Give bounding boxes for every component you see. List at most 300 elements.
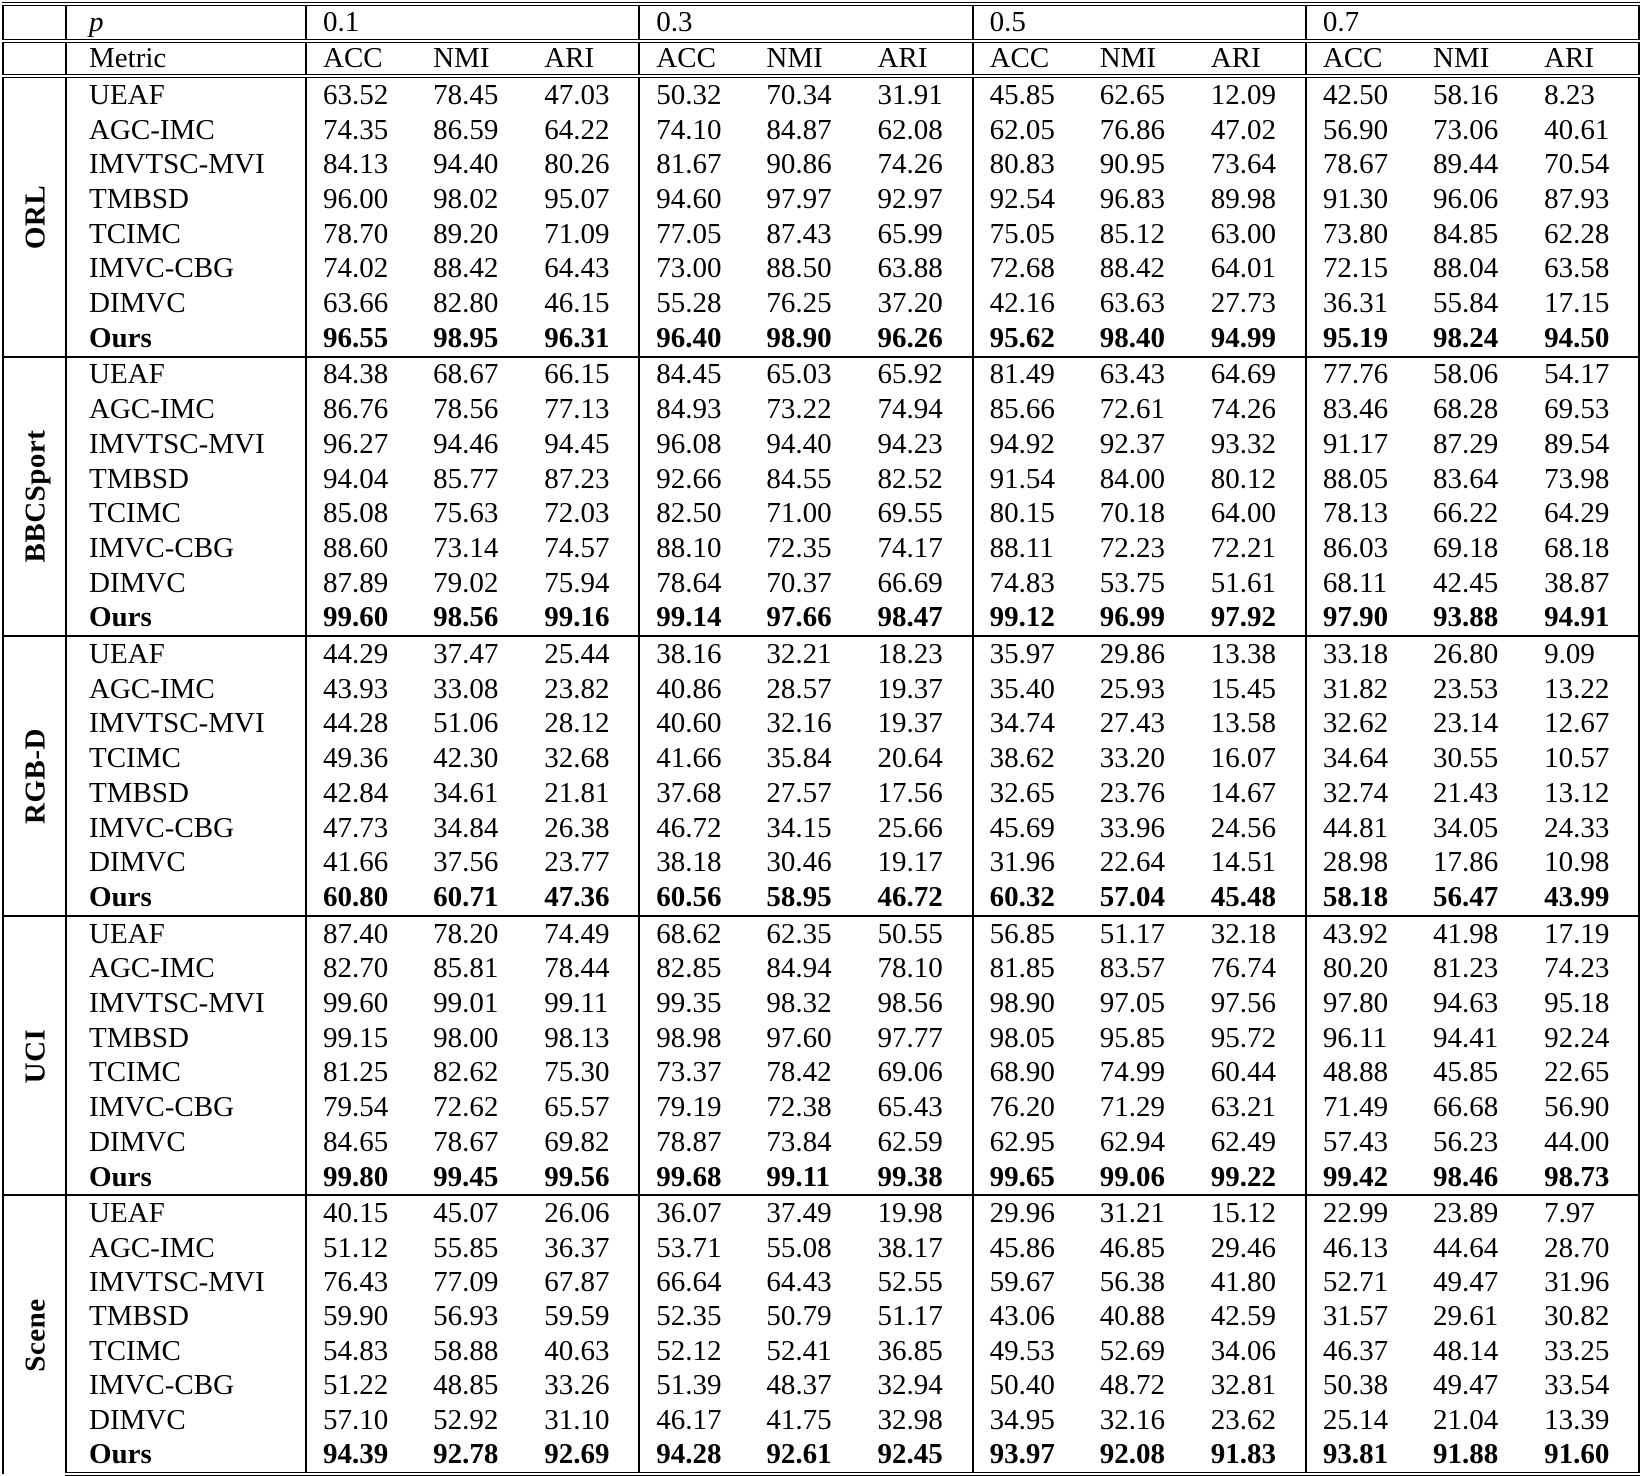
metric-value: 51.12 [306, 1231, 417, 1265]
metric-value: 32.18 [1195, 916, 1306, 952]
metric-value: 92.61 [750, 1437, 861, 1474]
table-row [3, 672, 1639, 707]
metric-value: 72.03 [544, 497, 610, 530]
metric-value: 45.48 [1210, 880, 1277, 913]
metric-value: 91.83 [1195, 1437, 1306, 1474]
metric-value: 94.99 [1210, 321, 1277, 354]
metric-value: 56.93 [433, 1300, 499, 1333]
table-row [3, 845, 1639, 880]
metric-value: 13.39 [1528, 1403, 1639, 1437]
metric-value: 92.45 [861, 1437, 972, 1474]
metric-value: 94.28 [639, 1437, 750, 1474]
metric-value: 22.99 [1306, 1195, 1417, 1230]
metric-value: 46.15 [544, 286, 610, 319]
metric-value: 44.28 [306, 707, 417, 742]
metric-value: 56.90 [1528, 1090, 1639, 1125]
metric-value: 64.01 [1210, 252, 1277, 285]
metric-value: 95.18 [1528, 986, 1639, 1021]
method-name: Ours [66, 321, 306, 357]
metric-value: 99.80 [306, 1160, 417, 1196]
metric-value: 52.69 [1099, 1334, 1165, 1367]
metric-value: 47.36 [544, 880, 610, 913]
metric-value: 47.03 [544, 78, 610, 111]
metric-value: 17.86 [1432, 846, 1499, 879]
metric-value: 66.68 [1432, 1091, 1499, 1124]
metric-value: 88.11 [973, 531, 1084, 566]
metric-value: 75.63 [433, 497, 499, 530]
metric-value: 62.05 [973, 113, 1084, 148]
method-name: IMVC-CBG [66, 1090, 306, 1125]
metric-value: 52.41 [766, 1334, 832, 1367]
table-row [3, 113, 1639, 148]
metric-value: 50.32 [639, 76, 750, 113]
table-row [3, 1125, 1639, 1160]
table-row [3, 1300, 1639, 1334]
table-row [3, 251, 1639, 286]
metric-value: 65.92 [861, 357, 972, 393]
header-corner-cell [3, 4, 66, 41]
metric-value: 22.64 [1099, 846, 1165, 879]
p-group-header: 0.7 [1306, 4, 1639, 41]
metric-value: 75.94 [544, 566, 610, 599]
metric-value: 72.38 [766, 1091, 832, 1124]
metric-value: 84.94 [766, 952, 832, 985]
metric-value: 84.55 [766, 462, 832, 495]
metric-value: 56.47 [1432, 880, 1499, 913]
metric-value: 74.26 [1210, 393, 1277, 426]
header-corner-cell [3, 41, 66, 76]
metric-value: 14.51 [1210, 846, 1277, 879]
metric-value: 97.92 [1210, 601, 1277, 634]
metric-value: 19.98 [861, 1195, 972, 1230]
metric-value: 13.58 [1210, 707, 1277, 740]
table-row [3, 217, 1639, 252]
metric-value: 96.83 [1099, 182, 1165, 215]
metric-value: 66.15 [528, 357, 639, 393]
table-row [3, 1021, 1639, 1056]
metric-value: 99.65 [973, 1160, 1084, 1196]
metric-value: 98.90 [973, 986, 1084, 1021]
metric-value: 99.01 [433, 987, 499, 1020]
metric-value: 23.82 [544, 672, 610, 705]
metric-value: 74.26 [877, 148, 943, 181]
metric-value: 84.65 [306, 1125, 417, 1160]
metric-value: 13.22 [1528, 672, 1639, 707]
metric-value: 72.68 [973, 251, 1084, 286]
metric-value: 74.02 [306, 251, 417, 286]
metric-label: Metric [66, 41, 306, 76]
metric-value: 32.65 [973, 776, 1084, 811]
metric-value: 42.30 [433, 742, 499, 775]
metric-value: 64.29 [1528, 496, 1639, 531]
metric-value: 88.60 [306, 531, 417, 566]
metric-value: 34.74 [973, 707, 1084, 742]
metric-value: 83.46 [1306, 392, 1417, 427]
metric-value: 30.82 [1528, 1300, 1639, 1334]
metric-value: 65.03 [750, 357, 861, 393]
metric-value: 74.94 [877, 393, 943, 426]
metric-value: 94.91 [1528, 600, 1639, 636]
header-row-p [3, 4, 1639, 41]
metric-value: 58.88 [433, 1334, 499, 1367]
metric-value: 92.78 [417, 1437, 528, 1474]
metric-value: 89.20 [433, 217, 499, 250]
metric-value: 94.46 [433, 427, 499, 460]
metric-value: 59.67 [973, 1265, 1084, 1299]
metric-value: 56.23 [1432, 1125, 1499, 1158]
metric-value: 73.80 [1306, 217, 1417, 252]
metric-value: 98.05 [973, 1021, 1084, 1056]
metric-value: 80.26 [544, 148, 610, 181]
metric-value: 25.93 [1099, 672, 1165, 705]
metric-value: 36.07 [639, 1195, 750, 1230]
table-row [3, 600, 1639, 636]
metric-value: 73.06 [1432, 113, 1499, 146]
metric-value: 95.62 [973, 321, 1084, 357]
metric-value: 48.72 [1099, 1369, 1165, 1402]
table-row [3, 952, 1639, 987]
metric-value: 51.06 [433, 707, 499, 740]
metric-value: 79.54 [306, 1090, 417, 1125]
metric-value: 80.12 [1210, 462, 1277, 495]
metric-value: 65.99 [877, 217, 943, 250]
metric-value: 26.06 [528, 1195, 639, 1230]
metric-value: 83.64 [1432, 462, 1499, 495]
metric-value: 62.95 [973, 1125, 1084, 1160]
metric-value: 74.83 [973, 566, 1084, 601]
metric-value: 62.08 [877, 113, 943, 146]
table-row [3, 1090, 1639, 1125]
metric-value: 81.67 [639, 147, 750, 182]
metric-value: 9.09 [1528, 636, 1639, 672]
metric-value: 44.64 [1432, 1231, 1499, 1264]
metric-value: 98.95 [433, 321, 499, 354]
metric-value: 88.42 [433, 252, 499, 285]
metric-value: 88.10 [639, 531, 750, 566]
metric-value: 69.82 [544, 1125, 610, 1158]
metric-value: 75.30 [544, 1056, 610, 1089]
table-row [3, 182, 1639, 217]
results-table [2, 2, 1640, 1476]
metric-value: 53.71 [639, 1231, 750, 1265]
metric-value: 40.60 [639, 707, 750, 742]
metric-value: 97.60 [766, 1021, 832, 1054]
table-row [3, 462, 1639, 497]
dataset-cell [3, 916, 66, 1196]
metric-value: 99.42 [1306, 1160, 1417, 1196]
metric-value: 71.00 [766, 497, 832, 530]
metric-value: 78.64 [639, 566, 750, 601]
table-row [3, 986, 1639, 1021]
metric-value: 86.76 [306, 392, 417, 427]
metric-value: 76.74 [1210, 952, 1277, 985]
metric-value: 85.77 [433, 462, 499, 495]
metric-value: 12.67 [1528, 707, 1639, 742]
metric-value: 54.17 [1528, 357, 1639, 393]
metric-value: 27.57 [766, 776, 832, 809]
metric-value: 80.20 [1306, 952, 1417, 987]
table-row [3, 1334, 1639, 1368]
metric-value: 72.61 [1099, 393, 1165, 426]
metric-value: 72.23 [1099, 531, 1165, 564]
method-name: TCIMC [66, 217, 306, 252]
method-name: DIMVC [66, 845, 306, 880]
metric-value: 90.95 [1099, 148, 1165, 181]
metric-value: 23.76 [1099, 776, 1165, 809]
p-group-header: 0.5 [973, 4, 1306, 41]
metric-value: 76.20 [973, 1090, 1084, 1125]
metric-value: 74.57 [544, 531, 610, 564]
metric-value: 48.85 [433, 1369, 499, 1402]
method-name: Ours [66, 880, 306, 916]
metric-value: 94.92 [973, 427, 1084, 462]
metric-value: 14.67 [1210, 776, 1277, 809]
metric-value: 89.44 [1432, 148, 1499, 181]
metric-value: 69.55 [877, 497, 943, 530]
dataset-cell [3, 357, 66, 637]
metric-value: 63.88 [877, 252, 943, 285]
metric-value: 85.08 [306, 496, 417, 531]
metric-value: 34.06 [1210, 1334, 1277, 1367]
metric-value: 99.45 [433, 1160, 499, 1193]
metric-value: 42.16 [973, 286, 1084, 321]
metric-value: 97.77 [877, 1021, 943, 1054]
metric-value: 19.37 [877, 707, 943, 740]
metric-value: 28.57 [766, 672, 832, 705]
metric-header: NMI [1417, 41, 1528, 76]
metric-value: 45.85 [973, 76, 1084, 113]
metric-value: 78.67 [433, 1125, 499, 1158]
metric-value: 63.63 [1099, 286, 1165, 319]
metric-value: 46.72 [639, 811, 750, 846]
metric-value: 66.69 [877, 566, 943, 599]
metric-value: 53.75 [1099, 566, 1165, 599]
metric-value: 23.53 [1432, 672, 1499, 705]
metric-value: 68.62 [639, 916, 750, 952]
metric-value: 8.23 [1528, 76, 1639, 113]
metric-value: 80.83 [973, 147, 1084, 182]
metric-header: NMI [1084, 41, 1195, 76]
metric-value: 87.43 [766, 217, 832, 250]
header-row-metric [3, 41, 1639, 76]
metric-value: 31.57 [1306, 1300, 1417, 1334]
metric-header: ACC [973, 41, 1084, 76]
metric-value: 52.12 [639, 1334, 750, 1368]
metric-value: 40.15 [306, 1195, 417, 1230]
metric-value: 96.99 [1099, 601, 1165, 634]
metric-value: 95.19 [1306, 321, 1417, 357]
metric-value: 31.91 [877, 78, 943, 111]
metric-value: 94.40 [433, 148, 499, 181]
metric-value: 64.00 [1210, 497, 1277, 530]
method-name: IMVTSC-MVI [66, 427, 306, 462]
metric-value: 99.56 [544, 1160, 610, 1193]
metric-value: 16.07 [1210, 742, 1277, 775]
metric-value: 63.58 [1528, 251, 1639, 286]
metric-value: 42.45 [1432, 566, 1499, 599]
metric-value: 46.37 [1306, 1334, 1417, 1368]
metric-value: 95.07 [544, 182, 610, 215]
method-name: IMVC-CBG [66, 1369, 306, 1403]
metric-value: 31.82 [1306, 672, 1417, 707]
metric-value: 87.40 [306, 916, 417, 952]
metric-value: 50.55 [861, 916, 972, 952]
table-row [3, 496, 1639, 531]
metric-value: 15.45 [1210, 672, 1277, 705]
metric-value: 74.99 [1099, 1056, 1165, 1089]
metric-value: 44.00 [1528, 1125, 1639, 1160]
metric-value: 92.97 [877, 182, 943, 215]
method-name: TCIMC [66, 741, 306, 776]
table-row [3, 636, 1639, 672]
table-row [3, 1160, 1639, 1196]
metric-value: 10.98 [1528, 845, 1639, 880]
metric-value: 73.14 [433, 531, 499, 564]
method-name: DIMVC [66, 1125, 306, 1160]
metric-value: 13.38 [1195, 636, 1306, 672]
p-label: p [66, 4, 306, 41]
table-row [3, 741, 1639, 776]
dataset-label: RGB-D [19, 728, 51, 824]
metric-value: 87.29 [1432, 427, 1499, 460]
metric-value: 49.47 [1432, 1369, 1499, 1402]
metric-value: 66.64 [639, 1265, 750, 1299]
metric-value: 70.54 [1528, 147, 1639, 182]
metric-value: 60.56 [639, 880, 750, 916]
metric-value: 30.55 [1432, 742, 1499, 775]
metric-value: 60.80 [306, 880, 417, 916]
metric-value: 74.17 [877, 531, 943, 564]
metric-value: 94.50 [1528, 321, 1639, 357]
metric-value: 55.84 [1432, 286, 1499, 319]
metric-value: 81.25 [306, 1056, 417, 1091]
metric-value: 44.81 [1306, 811, 1417, 846]
metric-value: 92.54 [973, 182, 1084, 217]
metric-value: 55.85 [433, 1231, 499, 1264]
metric-value: 74.49 [528, 916, 639, 952]
metric-header: ARI [1528, 41, 1639, 76]
metric-value: 34.05 [1432, 811, 1499, 844]
metric-value: 73.84 [766, 1125, 832, 1158]
metric-value: 45.86 [973, 1231, 1084, 1265]
table-row [3, 811, 1639, 846]
metric-value: 52.35 [639, 1300, 750, 1334]
metric-value: 82.62 [433, 1056, 499, 1089]
metric-value: 13.12 [1528, 776, 1639, 811]
table-row [3, 1056, 1639, 1091]
metric-value: 94.60 [639, 182, 750, 217]
metric-value: 24.56 [1210, 811, 1277, 844]
metric-value: 79.02 [433, 566, 499, 599]
metric-value: 98.02 [433, 182, 499, 215]
metric-value: 56.85 [973, 916, 1084, 952]
metric-value: 46.72 [877, 880, 943, 913]
metric-header: ACC [306, 41, 417, 76]
metric-value: 52.92 [433, 1403, 499, 1436]
metric-value: 95.72 [1210, 1021, 1277, 1054]
metric-value: 84.93 [639, 392, 750, 427]
dataset-cell [3, 1195, 66, 1474]
metric-value: 78.42 [766, 1056, 832, 1089]
metric-value: 23.62 [1210, 1403, 1277, 1436]
metric-value: 84.13 [306, 147, 417, 182]
metric-value: 96.55 [306, 321, 417, 357]
metric-value: 88.42 [1099, 252, 1165, 285]
metric-value: 70.34 [766, 78, 832, 111]
metric-value: 96.00 [306, 182, 417, 217]
metric-value: 81.85 [973, 952, 1084, 987]
metric-value: 41.80 [1210, 1265, 1277, 1298]
metric-value: 32.68 [544, 742, 610, 775]
method-name: TMBSD [66, 1300, 306, 1334]
metric-value: 98.00 [433, 1021, 499, 1054]
metric-value: 41.98 [1417, 916, 1528, 952]
metric-value: 72.62 [433, 1091, 499, 1124]
metric-value: 88.05 [1306, 462, 1417, 497]
metric-value: 63.43 [1084, 357, 1195, 393]
metric-value: 76.25 [766, 286, 832, 319]
metric-value: 50.40 [973, 1369, 1084, 1403]
metric-value: 52.71 [1306, 1265, 1417, 1299]
metric-value: 32.74 [1306, 776, 1417, 811]
metric-value: 97.66 [766, 601, 832, 634]
metric-value: 21.04 [1432, 1403, 1499, 1436]
metric-value: 78.87 [639, 1125, 750, 1160]
metric-value: 92.24 [1528, 1021, 1639, 1056]
metric-value: 98.24 [1432, 321, 1499, 354]
metric-value: 99.12 [973, 600, 1084, 636]
metric-value: 82.70 [306, 952, 417, 987]
metric-value: 90.86 [766, 148, 832, 181]
metric-value: 42.50 [1306, 76, 1417, 113]
metric-value: 55.08 [766, 1231, 832, 1264]
metric-value: 75.05 [973, 217, 1084, 252]
method-name: DIMVC [66, 1403, 306, 1437]
method-name: IMVTSC-MVI [66, 707, 306, 742]
method-name: TCIMC [66, 496, 306, 531]
table-row [3, 1369, 1639, 1403]
metric-value: 51.17 [877, 1300, 943, 1333]
metric-value: 87.89 [306, 566, 417, 601]
metric-value: 78.45 [433, 78, 499, 111]
method-name: IMVTSC-MVI [66, 986, 306, 1021]
metric-value: 99.15 [306, 1021, 417, 1056]
metric-value: 64.22 [544, 113, 610, 146]
metric-value: 31.21 [1084, 1195, 1195, 1230]
metric-value: 73.00 [639, 251, 750, 286]
metric-value: 95.85 [1099, 1021, 1165, 1054]
metric-value: 91.60 [1528, 1437, 1639, 1474]
method-name: TMBSD [66, 1021, 306, 1056]
metric-value: 99.11 [544, 987, 609, 1020]
metric-value: 29.46 [1210, 1231, 1277, 1264]
metric-value: 43.99 [1528, 880, 1639, 916]
metric-value: 17.15 [1528, 286, 1639, 321]
metric-value: 31.96 [973, 845, 1084, 880]
metric-value: 68.11 [1306, 566, 1417, 601]
metric-value: 64.43 [766, 1265, 832, 1298]
table-row [3, 1437, 1639, 1474]
metric-value: 94.45 [544, 427, 610, 460]
metric-value: 63.00 [1210, 217, 1277, 250]
dataset-label: BBCSport [19, 429, 51, 563]
metric-value: 63.66 [306, 286, 417, 321]
metric-value: 91.30 [1306, 182, 1417, 217]
metric-value: 54.83 [306, 1334, 417, 1368]
metric-value: 87.23 [544, 462, 610, 495]
metric-value: 26.80 [1417, 636, 1528, 672]
metric-value: 23.77 [544, 846, 610, 879]
